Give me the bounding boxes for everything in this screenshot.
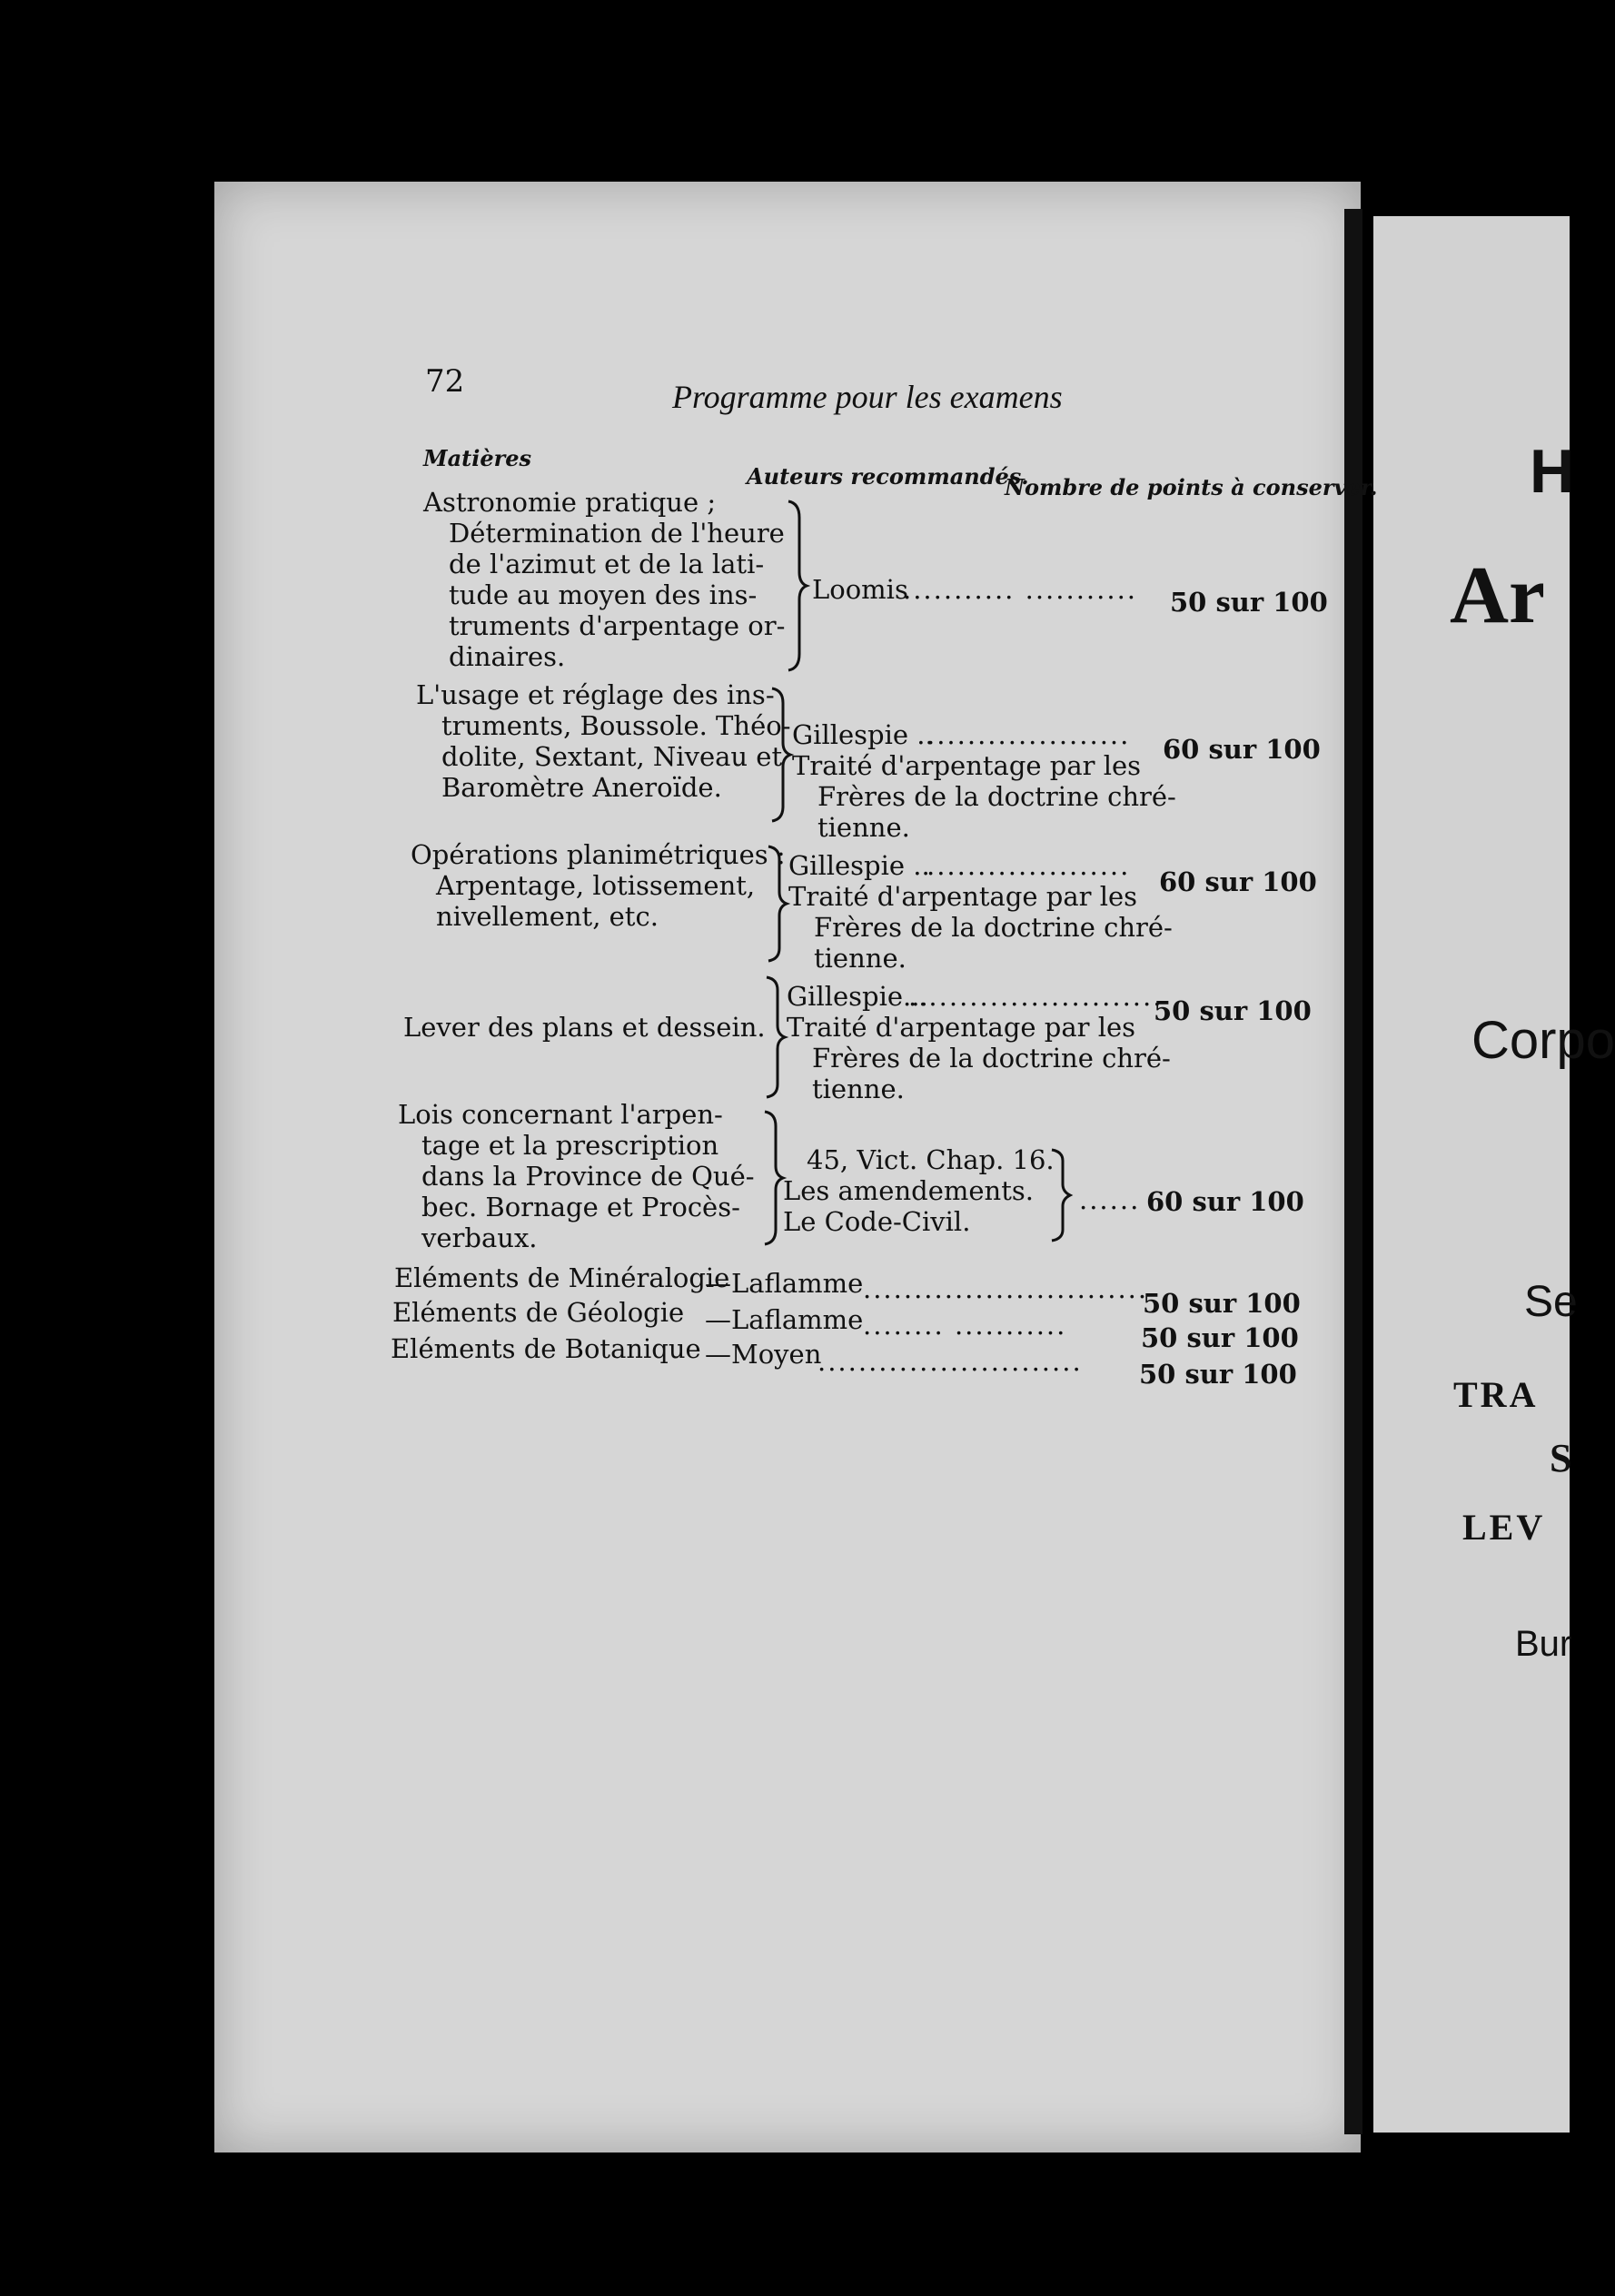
subject-line: Détermination de l'heure — [449, 518, 785, 549]
score: 60 sur 100 — [1159, 866, 1317, 897]
leader-dots: ............................ — [863, 1273, 1149, 1304]
author-line: Traité d'arpentage par les — [788, 881, 1138, 912]
author-line: tienne. — [812, 1074, 905, 1104]
row-author: —Laflamme — [705, 1268, 864, 1299]
subject-line: tude au moyen des ins- — [449, 579, 758, 610]
author-line: Gillespie .. — [792, 719, 934, 750]
subject-line: nivellement, etc. — [436, 901, 659, 932]
subject-line: Opérations planimétriques : — [411, 839, 786, 870]
fragment-text: Corpo — [1471, 1011, 1615, 1070]
fragment-text: LEV — [1462, 1507, 1546, 1548]
subject-line: tage et la prescription — [421, 1130, 719, 1161]
leader-dots: ...... — [1079, 1184, 1141, 1215]
curly-brace-icon — [779, 500, 810, 672]
author-line: Les amendements. — [783, 1175, 1034, 1206]
score: 50 sur 100 — [1170, 587, 1328, 618]
author-line: Gillespie... — [787, 981, 928, 1012]
subject-line: Lever des plans et dessein. — [403, 1012, 766, 1043]
author-line: Le Code-Civil. — [783, 1206, 971, 1237]
curly-brace-icon — [756, 1110, 787, 1246]
subject-line: de l'azimut et de la lati- — [449, 549, 765, 579]
author-line: Frères de la doctrine chré- — [812, 1043, 1171, 1074]
author-line: 45, Vict. Chap. 16. — [807, 1144, 1055, 1175]
row-author: —Moyen — [705, 1339, 822, 1370]
header-authors: Auteurs recommandés. — [747, 463, 1029, 490]
leader-dots: ........ ........... — [863, 1310, 1067, 1341]
row-subject: Eléments de Botanique — [391, 1333, 701, 1364]
fragment-text: S — [1550, 1436, 1572, 1480]
row-subject: Eléments de Géologie — [392, 1297, 685, 1328]
fragment-text: Se — [1524, 1278, 1578, 1326]
fragment-text: Ar — [1450, 550, 1545, 640]
leader-dots: ......................... — [908, 981, 1164, 1012]
author-line: tienne. — [814, 943, 907, 974]
subject-line: Astronomie pratique ; — [423, 487, 717, 518]
header-points: Nombre de points à conserver. — [1005, 474, 1378, 500]
curly-brace-icon — [1045, 1148, 1075, 1242]
fragment-text: H — [1530, 437, 1575, 506]
fragment-text: TRA — [1453, 1374, 1539, 1415]
subject-line: dolite, Sextant, Niveau et — [441, 741, 783, 772]
subject-line: dinaires. — [449, 641, 566, 672]
author-line: Traité d'arpentage par les — [787, 1012, 1136, 1043]
subject-line: Lois concernant l'arpen- — [398, 1099, 723, 1130]
row-subject: Eléments de Minéralogie — [394, 1262, 730, 1293]
header-subjects: Matières — [423, 445, 532, 471]
subject-line: truments, Boussole. Théo- — [441, 710, 791, 741]
curly-brace-icon — [758, 975, 788, 1099]
leader-dots: .................... — [926, 719, 1131, 750]
page-number: 72 — [425, 363, 465, 400]
row-score: 50 sur 100 — [1139, 1359, 1297, 1390]
leader-dots: .................... — [926, 850, 1131, 881]
author-line: Frères de la doctrine chré- — [817, 781, 1176, 812]
row-author: —Laflamme — [705, 1304, 864, 1335]
author-line: tienne. — [817, 812, 910, 843]
subject-line: verbaux. — [421, 1222, 538, 1253]
subject-line: bec. Bornage et Procès- — [421, 1192, 740, 1222]
subject-line: Baromètre Aneroïde. — [441, 772, 722, 803]
curly-brace-icon — [759, 845, 790, 963]
subject-line: dans la Province de Qué- — [421, 1161, 755, 1192]
author-line: Loomis — [812, 574, 908, 605]
author-line: Traité d'arpentage par les — [792, 750, 1142, 781]
leader-dots: .......................... — [817, 1346, 1083, 1377]
score: 60 sur 100 — [1163, 734, 1321, 765]
author-line: Gillespie .. — [788, 850, 930, 881]
score: 50 sur 100 — [1154, 995, 1312, 1026]
fragment-text: Bur — [1515, 1624, 1572, 1664]
running-title: Programme pour les examens — [672, 379, 1063, 415]
subject-line: truments d'arpentage or- — [449, 610, 786, 641]
row-score: 50 sur 100 — [1141, 1322, 1299, 1353]
curly-brace-icon — [763, 687, 794, 823]
author-line: Frères de la doctrine chré- — [814, 912, 1173, 943]
subject-line: Arpentage, lotissement, — [436, 870, 756, 901]
leader-dots: ........... ........... — [903, 574, 1138, 605]
row-score: 50 sur 100 — [1143, 1288, 1301, 1319]
score: 60 sur 100 — [1146, 1186, 1304, 1217]
subject-line: L'usage et réglage des ins- — [416, 679, 775, 710]
